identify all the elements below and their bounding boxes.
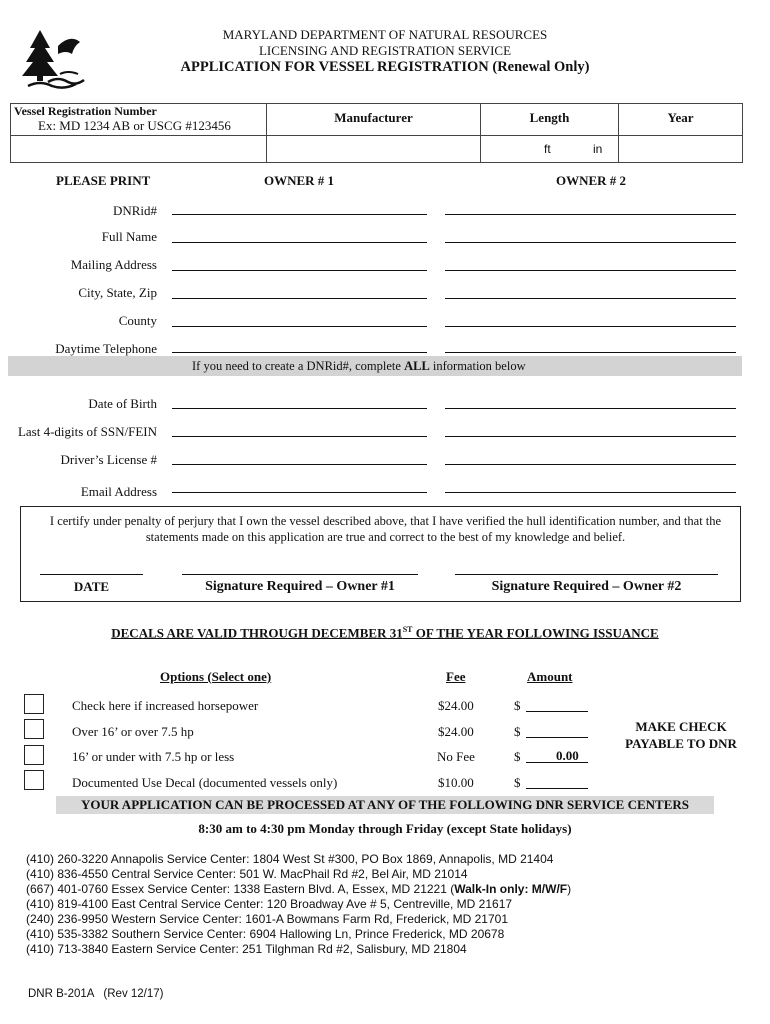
dnrid-owner1-field[interactable] [172, 214, 427, 215]
certification-text: I certify under penalty of perjury that I own the vessel described above, that I have verified the hull identification number, and that the statements made on this application are true and correct to the best of my knowledge and belief. [49, 514, 722, 544]
drivers-license-label: Driver’s License # [60, 452, 157, 467]
city-state-zip-label: City, State, Zip [78, 285, 157, 300]
daytime-telephone-label: Daytime Telephone [55, 341, 157, 356]
make-check-line-2: PAYABLE TO DNR [625, 736, 737, 751]
option-label: Documented Use Decal (documented vessels only) [72, 775, 338, 790]
vessel-number-input[interactable] [10, 135, 267, 163]
make-check-line-1: MAKE CHECK [635, 719, 727, 734]
ssn-owner2-field[interactable] [445, 436, 736, 437]
county-owner2-field[interactable] [445, 326, 736, 327]
options-header: Options (Select one) [160, 669, 272, 684]
agency-name: MARYLAND DEPARTMENT OF NATURAL RESOURCES [222, 27, 548, 42]
banner-text-pre: If you need to create a DNRid#, complete [192, 359, 405, 373]
form-title: APPLICATION FOR VESSEL REGISTRATION (Renewal Only) [180, 59, 590, 75]
license-owner2-field[interactable] [445, 464, 736, 465]
full-name-label: Full Name [101, 229, 157, 244]
service-name: LICENSING AND REGISTRATION SERVICE [258, 43, 512, 58]
option-dollar: $ [514, 698, 521, 713]
service-center-central: (410) 836-4550 Central Service Center: 501 W. MacPhail Rd #2, Bel Air, MD 21014 [26, 867, 468, 881]
please-print-label: PLEASE PRINT [56, 173, 151, 188]
city-state-zip-owner1-field[interactable] [172, 298, 427, 299]
email-address-label: Email Address [80, 484, 157, 499]
service-center-east-central: (410) 819-4100 East Central Service Center: 120 Broadway Ave # 5, Centreville, MD 21617 [26, 897, 513, 911]
date-label: DATE [73, 579, 110, 594]
centers-hours: 8:30 am to 4:30 pm Monday through Friday (except State holidays) [198, 821, 572, 836]
option-dollar: $ [514, 749, 521, 764]
license-owner1-field[interactable] [172, 464, 427, 465]
essex-text-close: ) [567, 882, 572, 896]
year-label: Year [667, 110, 694, 125]
owner1-signature-line[interactable] [182, 574, 418, 575]
city-state-zip-owner2-field[interactable] [445, 298, 736, 299]
essex-walkin-note: Walk-In only: M/W/F [454, 882, 568, 896]
manufacturer-input[interactable] [266, 135, 481, 163]
option-fee: $24.00 [438, 724, 474, 739]
option-label: 16’ or under with 7.5 hp or less [72, 749, 235, 764]
option-label: Check here if increased horsepower [72, 698, 259, 713]
fee-header: Fee [446, 669, 466, 684]
dob-owner1-field[interactable] [172, 408, 427, 409]
reg-number-label: Vessel Registration Number [14, 104, 157, 118]
banner-text-post: information below [429, 359, 526, 373]
form-id: DNR B-201A (Rev 12/17) [28, 988, 164, 1000]
dob-owner2-field[interactable] [445, 408, 736, 409]
owner2-signature-label: Signature Required – Owner #2 [491, 579, 682, 594]
telephone-owner1-field[interactable] [172, 352, 427, 353]
owner1-heading: OWNER # 1 [264, 173, 335, 188]
county-owner1-field[interactable] [172, 326, 427, 327]
length-in-unit: in [593, 142, 603, 156]
mailing-address-owner2-field[interactable] [445, 270, 736, 271]
length-label: Length [529, 110, 570, 125]
county-label: County [118, 313, 157, 328]
mailing-address-owner1-field[interactable] [172, 270, 427, 271]
option-label: Over 16’ or over 7.5 hp [72, 724, 194, 739]
ssn-label: Last 4-digits of SSN/FEIN [17, 424, 157, 439]
banner-text [192, 359, 526, 374]
length-ft-unit: ft [544, 142, 551, 156]
option-amount-value: 0.00 [556, 748, 579, 763]
full-name-owner2-field[interactable] [445, 242, 736, 243]
essex-text: (667) 401-0760 Essex Service Center: 1338 Eastern Blvd. A, Essex, MD 21221 ( [26, 882, 455, 896]
option-dollar: $ [514, 775, 521, 790]
banner-text-bold: ALL [404, 359, 430, 373]
service-center-southern: (410) 535-3382 Southern Service Center: 6904 Hallowing Ln, Prince Frederick, MD 20678 [26, 927, 505, 941]
full-name-owner1-field[interactable] [172, 242, 427, 243]
mailing-address-label: Mailing Address [70, 257, 157, 272]
amount-header: Amount [527, 669, 573, 684]
date-signature-line[interactable] [40, 574, 143, 575]
dnr-logo [18, 28, 86, 90]
owner2-heading: OWNER # 2 [556, 173, 627, 188]
service-center-western: (240) 236-9950 Western Service Center: 1601-A Bowmans Farm Rd, Frederick, MD 21701 [26, 912, 508, 926]
centers-heading: YOUR APPLICATION CAN BE PROCESSED AT ANY OF THE FOLLOWING DNR SERVICE CENTERS [81, 797, 689, 812]
option-fee: $24.00 [438, 698, 474, 713]
service-center-annapolis: (410) 260-3220 Annapolis Service Center: 1804 West St #300, PO Box 1869, Annapolis, MD 21404 [26, 852, 554, 866]
date-of-birth-label: Date of Birth [88, 396, 157, 411]
owner1-signature-label: Signature Required – Owner #1 [205, 579, 395, 594]
option-amount-field[interactable] [526, 711, 588, 712]
option-fee: No Fee [437, 749, 475, 764]
option-fee: $10.00 [438, 775, 474, 790]
owner2-signature-line[interactable] [455, 574, 718, 575]
telephone-owner2-field[interactable] [445, 352, 736, 353]
option-checkbox-horsepower[interactable] [24, 694, 44, 714]
decals-text-sup: ST [402, 625, 413, 634]
ssn-owner1-field[interactable] [172, 436, 427, 437]
service-center-eastern: (410) 713-3840 Eastern Service Center: 251 Tilghman Rd #2, Salisbury, MD 21804 [26, 942, 467, 956]
decals-text-pre: DECALS ARE VALID THROUGH DECEMBER 31 [111, 625, 403, 641]
decals-validity-notice [40, 625, 730, 641]
make-check-note [610, 718, 752, 752]
email-owner2-field[interactable] [445, 492, 736, 493]
dnrid-owner2-field[interactable] [445, 214, 736, 215]
option-amount-field[interactable] [526, 737, 588, 738]
option-checkbox-documented[interactable] [24, 770, 44, 790]
dnrid-label: DNRid# [112, 203, 157, 218]
option-dollar: $ [514, 724, 521, 739]
option-amount-field[interactable] [526, 788, 588, 789]
email-owner1-field[interactable] [172, 492, 427, 493]
reg-number-example: Ex: MD 1234 AB or USCG #123456 [38, 118, 231, 133]
option-checkbox-under-16[interactable] [24, 745, 44, 765]
decals-text-post: OF THE YEAR FOLLOWING ISSUANCE [412, 625, 659, 641]
manufacturer-label: Manufacturer [334, 110, 413, 125]
option-checkbox-over-16[interactable] [24, 719, 44, 739]
year-input[interactable] [618, 135, 743, 163]
service-center-essex [26, 882, 571, 896]
